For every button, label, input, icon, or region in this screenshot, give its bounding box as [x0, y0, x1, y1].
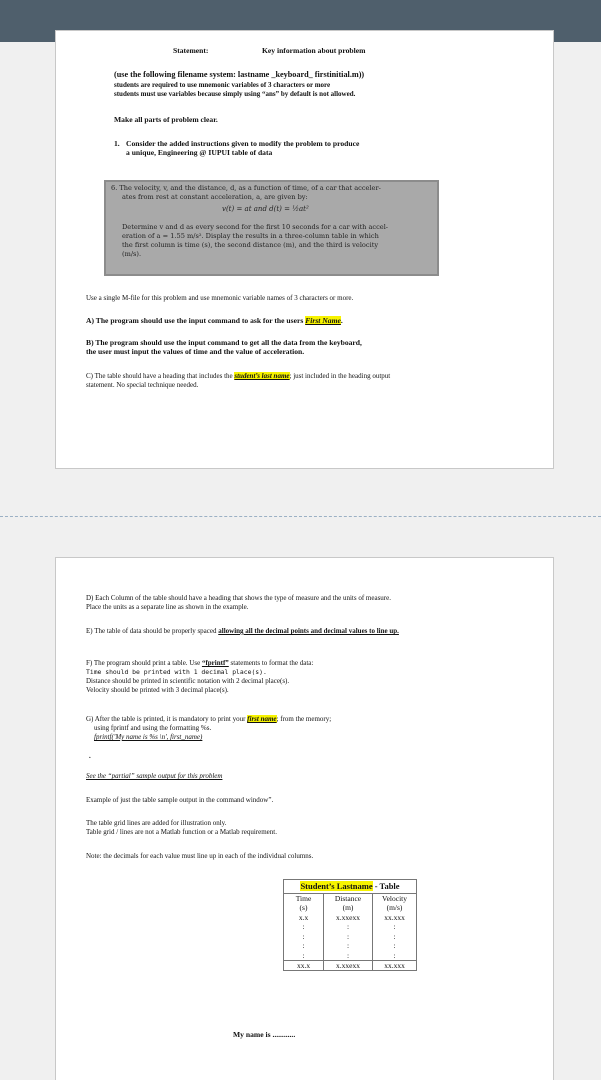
sample-output-table — [283, 879, 417, 971]
part-e-text: E) The table of data should be properly spaced — [86, 627, 219, 635]
row-last-distance: x.xxexx — [324, 960, 373, 970]
part-f-velocity: Velocity should be printed with 3 decimal place(s). — [86, 686, 229, 694]
row-last-velocity: xx.xxx — [373, 960, 417, 970]
part-c-line-2: statement. No special technique needed. — [86, 381, 199, 389]
header-velocity: Velocity — [373, 894, 417, 904]
filler-cell: : — [284, 941, 324, 951]
table-title-suffix: - Table — [372, 881, 400, 891]
document-page-2 — [55, 557, 554, 1080]
filler-cell: : — [373, 922, 417, 932]
decimal-note: Note: the decimals for each value must line up in each of the individual columns. — [86, 852, 314, 860]
unit-velocity: (m/s) — [373, 903, 417, 913]
textbook-problem-image — [104, 180, 439, 276]
filler-cell: : — [284, 932, 324, 942]
part-c-highlight: student’s last name — [234, 372, 290, 380]
part-b-line-2: the user must input the values of time and the value of acceleration. — [86, 347, 305, 356]
part-g-line-2: using fprintf and using the formatting %s. — [94, 724, 212, 732]
document-page-1 — [55, 30, 554, 469]
filler-cell: : — [284, 922, 324, 932]
row-first-velocity: xx.xxx — [373, 913, 417, 923]
part-g-highlight: first name — [247, 715, 277, 723]
part-f — [86, 659, 313, 668]
problem-line-3: Determine v and d as every second for the first 10 seconds for a car with accel- — [122, 223, 389, 231]
stray-dot: . — [89, 752, 91, 760]
unit-distance: (m) — [324, 903, 373, 913]
example-line: Example of just the table sample output in the command window”. — [86, 796, 274, 804]
part-g-end: ; from the memory; — [276, 715, 332, 723]
table-title — [284, 880, 417, 894]
mnemonic-instruction-2: students must use variables because simply using “ans” by default is not allowed. — [114, 90, 356, 98]
see-partial-output: See the “partial” sample output for this problem — [86, 772, 223, 780]
item-1-line-1: Consider the added instructions given to modify the problem to produce — [126, 139, 360, 148]
part-c-end: ; just included in the heading output — [289, 372, 391, 380]
mnemonic-instruction-1: students are required to use mnemonic variables of 3 characters or more — [114, 81, 331, 89]
part-f-end: statements to format the data: — [228, 659, 314, 667]
part-a — [86, 316, 343, 325]
problem-line-4: eration of a = 1.55 m/s². Display the results in a three-column table in which — [122, 232, 379, 240]
filler-cell: : — [324, 932, 373, 942]
row-last-time: xx.x — [284, 960, 324, 970]
header-statement: Statement: — [173, 46, 209, 55]
filler-cell: : — [284, 951, 324, 961]
part-a-end: . — [340, 316, 343, 325]
part-e-underlined: allowing all the decimal points and decimal values to line up. — [218, 627, 399, 635]
filler-cell: : — [373, 941, 417, 951]
grid-note-1: The table grid lines are added for illustration only. — [86, 819, 227, 827]
item-1-number: 1. — [114, 139, 120, 148]
part-d-line-1: D) Each Column of the table should have a heading that shows the type of measure and the units of measure. — [86, 594, 391, 602]
part-f-time: Time should be printed with 1 decimal place(s). — [86, 668, 267, 676]
row-first-time: x.x — [284, 913, 324, 923]
part-g — [86, 715, 331, 724]
filler-cell: : — [373, 932, 417, 942]
part-b-line-1: B) The program should use the input command to get all the data from the keyboard, — [86, 338, 362, 347]
part-c — [86, 372, 390, 381]
page-divider — [0, 516, 601, 517]
part-d-line-2: Place the units as a separate line as shown in the example. — [86, 603, 249, 611]
filename-instruction: (use the following filename system: lastname _keyboard_ firstinitial.m)) — [114, 70, 365, 79]
part-g-code: fprintf('My name is %s \n', first_name) — [94, 733, 203, 741]
part-e — [86, 627, 399, 636]
row-first-distance: x.xxexx — [324, 913, 373, 923]
problem-line-5: the first column is time (s), the second distance (m), and the third is velocity — [122, 241, 379, 249]
header-distance: Distance — [324, 894, 373, 904]
filler-cell: : — [324, 941, 373, 951]
part-c-text: C) The table should have a heading that includes the — [86, 372, 235, 380]
single-mfile-instruction: Use a single M-file for this problem and use mnemonic variable names of 3 characters or more. — [86, 294, 354, 302]
grid-note-2: Table grid / lines are not a Matlab function or a Matlab requirement. — [86, 828, 277, 836]
filler-cell: : — [324, 922, 373, 932]
part-f-distance: Distance should be printed in scientific notation with 2 decimal place(s). — [86, 677, 290, 685]
part-g-text: G) After the table is printed, it is mandatory to print your — [86, 715, 248, 723]
header-time: Time — [284, 894, 324, 904]
problem-line-6: (m/s). — [122, 250, 142, 258]
part-f-text: F) The program should print a table. Use — [86, 659, 202, 667]
filler-cell: : — [324, 951, 373, 961]
make-clear-heading: Make all parts of problem clear. — [114, 115, 218, 124]
filler-cell: : — [373, 951, 417, 961]
table-title-lastname: Student’s Lastname — [300, 881, 373, 891]
unit-time: (s) — [284, 903, 324, 913]
header-key-information: Key information about problem — [262, 46, 366, 55]
problem-line-1: 6. The velocity, v, and the distance, d, as a function of time, of a car that acceler- — [111, 184, 381, 192]
part-a-highlight: First Name — [305, 316, 341, 325]
my-name-line: My name is ............ — [233, 1030, 296, 1039]
problem-line-2: ates from rest at constant acceleration, a, are given by: — [122, 193, 308, 201]
part-f-fprintf: “fprintf” — [201, 659, 229, 667]
problem-formula: v(t) = at and d(t) = ½at² — [222, 205, 309, 213]
part-a-text: A) The program should use the input command to ask for the users — [86, 316, 306, 325]
item-1-line-2: a unique, Engineering @ IUPUI table of data — [126, 148, 273, 157]
